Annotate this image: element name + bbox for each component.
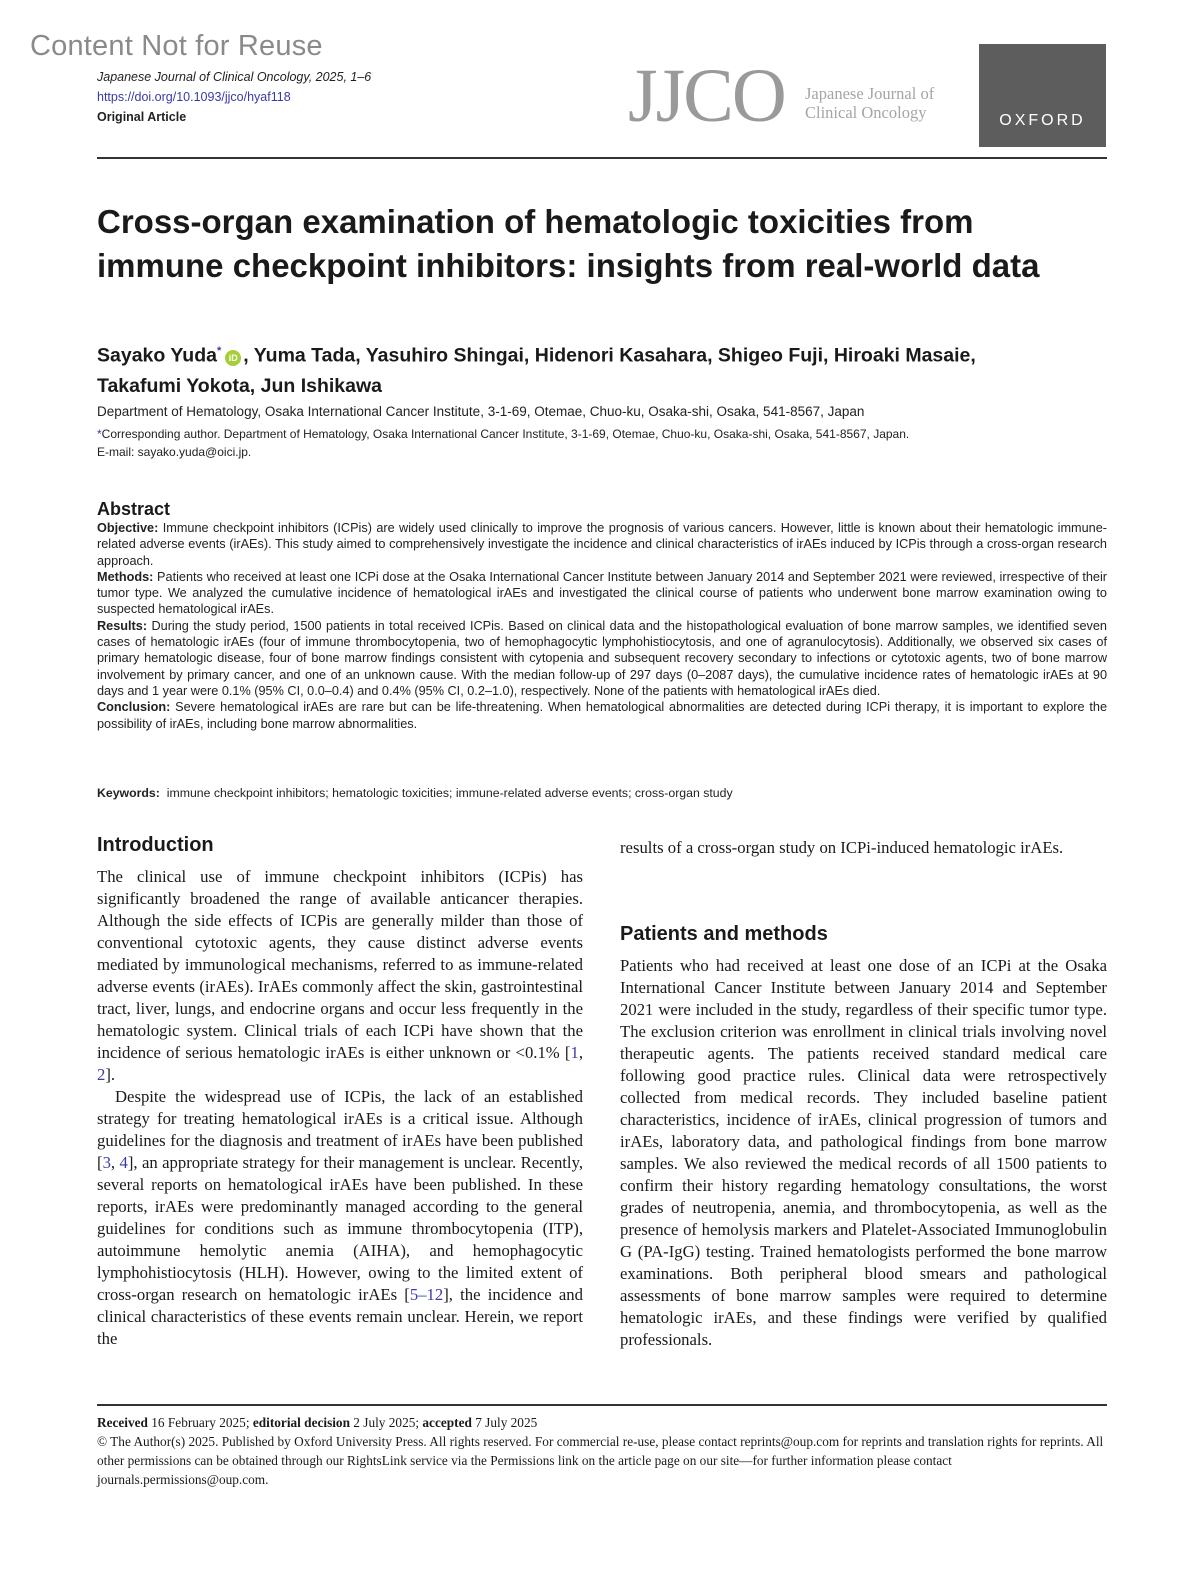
methods-label: Methods:	[97, 569, 154, 584]
corresponding-text: Corresponding author. Department of Hematology, Osaka International Cancer Institute, 3-1-69, Otemae, Chuo-ku, Osaka-shi, Osaka, 541-8567, Japan.	[101, 427, 910, 441]
watermark-text: Content Not for Reuse	[30, 30, 323, 62]
citation-link[interactable]: 5–12	[409, 1285, 444, 1304]
keywords-text: immune checkpoint inhibitors; hematologic toxicities; immune-related adverse events; cross-organ study	[166, 786, 733, 800]
footer-divider	[97, 1404, 1107, 1406]
journal-logo-name-line2: Clinical Oncology	[805, 103, 927, 122]
citation-link[interactable]: 1	[570, 1043, 579, 1062]
first-author[interactable]: Sayako Yuda	[97, 344, 217, 367]
journal-meta	[97, 67, 371, 127]
citation-link[interactable]: 3	[102, 1153, 111, 1172]
intro-paragraph-2: Despite the widespread use of ICPis, the lack of an established strategy for treating hematological irAEs is a critical issue. Although guidelines for the diagnosis and treatment of irAEs have been published [3, 4], an appropriate strategy for their management is unclear. Recently, several reports on hematological irAEs have been published. In these reports, irAEs were predominantly managed according to the general guidelines for conditions such as immune thrombocytopenia (ITP), autoimmune hemolytic anemia (AIHA), and hemophagocytic lymphohistiocytosis (HLH). However, owing to the limited extent of cross-organ research on hematologic irAEs [5–12], the incidence and clinical characteristics of these events remain unclear. Herein, we report the	[97, 1087, 584, 1348]
abstract-objective	[97, 520, 1107, 569]
conclusion-label: Conclusion:	[97, 700, 171, 715]
keywords-label: Keywords:	[97, 786, 160, 800]
journal-logo-name	[805, 84, 934, 122]
article-type: Original Article	[97, 110, 187, 124]
oxford-logo	[979, 44, 1106, 147]
keywords	[97, 786, 733, 800]
article-footer	[97, 1413, 1107, 1489]
objective-text: Immune checkpoint inhibitors (ICPis) are widely used clinically to improve the prognosis of various cancers. However, little is known about their hematologic immune-related adverse events (irAEs). This study aimed to comprehensively investigate the incidence and clinical characteristics of irAEs induced by ICPis through a cross-organ research approach.	[97, 521, 1107, 568]
methods-heading: Patients and methods	[620, 923, 828, 945]
abstract-results	[97, 618, 1107, 699]
orcid-icon[interactable]: iD	[225, 350, 241, 366]
citation-link[interactable]: 4	[119, 1153, 128, 1172]
corresponding-author	[97, 425, 1107, 461]
methods-body: Patients who had received at least one dose of an ICPi at the Osaka International Cancer Institute between January 2014 and September 2021 were included in the study, regardless of their specific tumor type. The exclusion criterion was enrollment in clinical trials involving novel therapeutic agents. The patients received standard medical care following good practice rules. Clinical data were retrospectively collected from medical records. They included baseline patient characteristics, incidence of irAEs, clinical progression of tumors and irAEs, laboratory data, and pathological findings from bone marrow samples. We also reviewed the medical records of all 1500 patients to confirm their history regarding hematology consultations, the worst grades of neutropenia, anemia, and thrombocytopenia, as well as the presence of hemolysis markers and Platelet-Associated Immunoglobulin G (PA-IgG) testing. Trained hematologists performed the bone marrow examinations. Both peripheral blood smears and pathological assessments of bone marrow samples were required to determine hematologic irAEs, and these findings were verified by qualified professionals.	[620, 956, 1107, 1349]
results-text: During the study period, 1500 patients in total received ICPis. Based on clinical data and the histopathological evaluation of bone marrow samples, we identified seven cases of hematologic irAEs (four of immune thrombocytopenia, two of hemophagocytic lymphohistiocytosis, and one of agranulocytosis). Additionally, we observed six cases of primary hematologic disease, four of bone marrow findings consistent with cytopenia and subsequent recovery secondary to infections or cytotoxic agents, two of bone marrow involvement by primary cancer, and one of an unknown cause. With the median follow-up of 297 days (0–2087 days), the cumulative incidence rates of hematologic irAEs at 90 days and 1 year were 0.1% (95% CI, 0.0–0.4) and 0.4% (95% CI, 0.2–1.0), respectively. None of the patients with hematological irAEs died.	[97, 618, 1107, 698]
abstract-methods	[97, 569, 1107, 618]
objective-label: Objective:	[97, 521, 159, 535]
oxford-logo-text: OXFORD	[999, 112, 1086, 129]
author-list	[97, 336, 1107, 401]
abstract-conclusion	[97, 699, 1107, 732]
co-authors-line2: Takafumi Yokota, Jun Ishikawa	[97, 374, 383, 397]
journal-logo-name-line1: Japanese Journal of	[805, 84, 935, 103]
corresponding-star: *	[97, 427, 102, 441]
methods-text: Patients who received at least one ICPi dose at the Osaka International Cancer Institute between January 2014 and September 2021 were reviewed, irrespective of their tumor type. We analyzed the cumulative incidence of hematological irAEs and investigated the clinical course of patients who underwent bone marrow examination owing to suspected hematological irAEs.	[97, 569, 1107, 617]
introduction-continued: results of a cross-organ study on ICPi-induced hematologic irAEs.	[620, 838, 1064, 857]
article-dates: Received 16 February 2025; editorial decision 2 July 2025; accepted 7 July 2025	[97, 1415, 538, 1430]
doi-link[interactable]: https://doi.org/10.1093/jjco/hyaf118	[97, 90, 291, 104]
results-label: Results:	[97, 618, 148, 633]
corresponding-mark: *	[216, 345, 222, 357]
article-title: Cross-organ examination of hematologic toxicities from immune checkpoint inhibitors: insights from real-world data	[97, 203, 1040, 284]
conclusion-text: Severe hematological irAEs are rare but can be life-threatening. When hematological abnormalities are detected during ICPi therapy, it is important to explore the possibility of irAEs, including bone marrow abnormalities.	[97, 700, 1107, 731]
abstract-body	[97, 520, 1107, 732]
co-authors: , Yuma Tada, Yasuhiro Shingai, Hidenori Kasahara, Shigeo Fuji, Hiroaki Masaie,	[243, 344, 976, 367]
corresponding-email[interactable]: E-mail: sayako.yuda@oici.jp.	[97, 445, 252, 459]
journal-citation: Japanese Journal of Clinical Oncology, 2025, 1–6	[97, 70, 372, 84]
copyright-notice: © The Author(s) 2025. Published by Oxford University Press. All rights reserved. For commercial re-use, please contact reprints@oup.com for reprints and translation rights for reprints. All other permissions can be obtained through our RightsLink service via the Permissions link on the article page on our site—for further information please contact journals.permissions@oup.com.	[97, 1434, 1104, 1487]
introduction-body	[97, 866, 583, 1350]
intro-paragraph-1: The clinical use of immune checkpoint inhibitors (ICPis) has significantly broadened the range of available anticancer therapies. Although the side effects of ICPis are generally milder than those of conventional cytotoxic agents, they cause distinct adverse events mediated by immunological mechanisms, referred to as immune-related adverse events (irAEs). IrAEs commonly affect the skin, gastrointestinal tract, liver, lungs, and endocrine organs and occur less frequently in the hematologic system. Clinical trials of each ICPi have shown that the incidence of serious hematologic irAEs is either unknown or <0.1% [1, 2].	[97, 867, 583, 1084]
abstract-heading: Abstract	[97, 499, 171, 519]
jjco-logo: JJCO	[628, 54, 785, 138]
introduction-heading: Introduction	[97, 834, 214, 856]
citation-link[interactable]: 2	[97, 1065, 106, 1084]
header-divider	[97, 157, 1107, 159]
affiliation: Department of Hematology, Osaka International Cancer Institute, 3-1-69, Otemae, Chuo-ku, Osaka-shi, Osaka, 541-8567, Japan	[97, 404, 865, 419]
